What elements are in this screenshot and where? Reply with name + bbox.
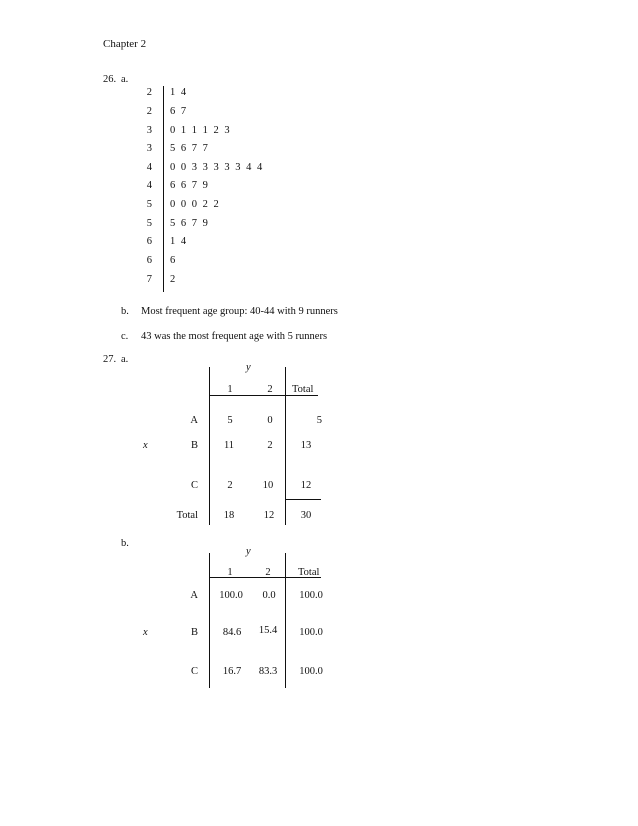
leaf-values: 1 4 [170, 236, 187, 247]
header-underline [209, 395, 318, 396]
table-cell: 13 [300, 440, 312, 451]
stem-value: 3 [146, 143, 152, 154]
leaf-values: 5 6 7 9 [170, 218, 208, 229]
table-vertical-rule [209, 367, 210, 525]
table-cell: 16.7 [222, 666, 242, 677]
stem-value: 4 [146, 180, 152, 191]
question-26-part-b-text: Most frequent age group: 40-44 with 9 runners [141, 306, 338, 317]
table-cell: 100.0 [299, 590, 323, 601]
table-cell: 5 [227, 415, 233, 426]
column-header: Total [292, 384, 314, 395]
column-variable-label: y [246, 362, 251, 373]
row-label: B [190, 440, 198, 451]
question-26-part-a-label: a. [121, 74, 129, 85]
table-cell: 2 [227, 480, 233, 491]
stem-leaf-divider [163, 86, 164, 292]
column-variable-label: y [246, 546, 251, 557]
leaf-values: 6 7 [170, 106, 187, 117]
table-cell: 18 [223, 510, 235, 521]
leaf-values: 0 0 3 3 3 3 3 4 4 [170, 162, 263, 173]
table-cell: 0 [267, 415, 273, 426]
table-cell: 12 [300, 480, 312, 491]
question-27-part-a-label: a. [121, 354, 129, 365]
stem-value: 2 [146, 87, 152, 98]
stem-value: 2 [146, 106, 152, 117]
stem-value: 3 [146, 125, 152, 136]
table-cell: 100.0 [219, 590, 243, 601]
question-26-part-c-label: c. [121, 331, 129, 342]
chapter-heading: Chapter 2 [103, 38, 147, 50]
table-cell: 10 [262, 480, 274, 491]
stem-value: 6 [146, 236, 152, 247]
leaf-values: 2 [170, 274, 176, 285]
leaf-values: 0 1 1 1 2 3 [170, 125, 230, 136]
row-label: B [190, 627, 198, 638]
table-cell: 12 [263, 510, 275, 521]
question-26-part-c-text: 43 was the most frequent age with 5 runners [141, 331, 328, 342]
table-cell: 5 [316, 415, 322, 426]
table-cell: 84.6 [222, 627, 242, 638]
table-cell: 15.4 [258, 625, 278, 636]
leaf-values: 6 6 7 9 [170, 180, 208, 191]
leaf-values: 6 [170, 255, 176, 266]
column-header: Total [298, 567, 320, 578]
column-header: 1 [227, 567, 233, 578]
stem-value: 4 [146, 162, 152, 173]
leaf-values: 1 4 [170, 87, 187, 98]
stem-value: 5 [146, 218, 152, 229]
row-label: C [190, 666, 198, 677]
table-cell: 30 [300, 510, 312, 521]
table-cell: 100.0 [299, 627, 323, 638]
table-cell: 83.3 [258, 666, 278, 677]
table-vertical-rule [209, 553, 210, 688]
row-label: A [190, 415, 198, 426]
table-vertical-rule [285, 553, 286, 688]
leaf-values: 5 6 7 7 [170, 143, 208, 154]
question-26-number: 26. [103, 74, 117, 85]
table-cell: 100.0 [299, 666, 323, 677]
leaf-values: 0 0 0 2 2 [170, 199, 219, 210]
stem-value: 6 [146, 255, 152, 266]
column-header: 2 [267, 384, 273, 395]
row-variable-label: x [143, 627, 148, 638]
stem-value: 7 [146, 274, 152, 285]
table-cell: 11 [223, 440, 235, 451]
row-variable-label: x [143, 440, 148, 451]
total-row-label: Total [176, 510, 198, 521]
total-row-rule [285, 499, 321, 500]
table-vertical-rule [285, 367, 286, 525]
row-label: A [190, 590, 198, 601]
question-27-part-b-label: b. [121, 538, 129, 549]
stem-value: 5 [146, 199, 152, 210]
question-27-number: 27. [103, 354, 117, 365]
column-header: 1 [227, 384, 233, 395]
question-26-part-b-label: b. [121, 306, 129, 317]
column-header: 2 [265, 567, 271, 578]
table-cell: 0.0 [262, 590, 276, 601]
table-cell: 2 [267, 440, 273, 451]
row-label: C [190, 480, 198, 491]
